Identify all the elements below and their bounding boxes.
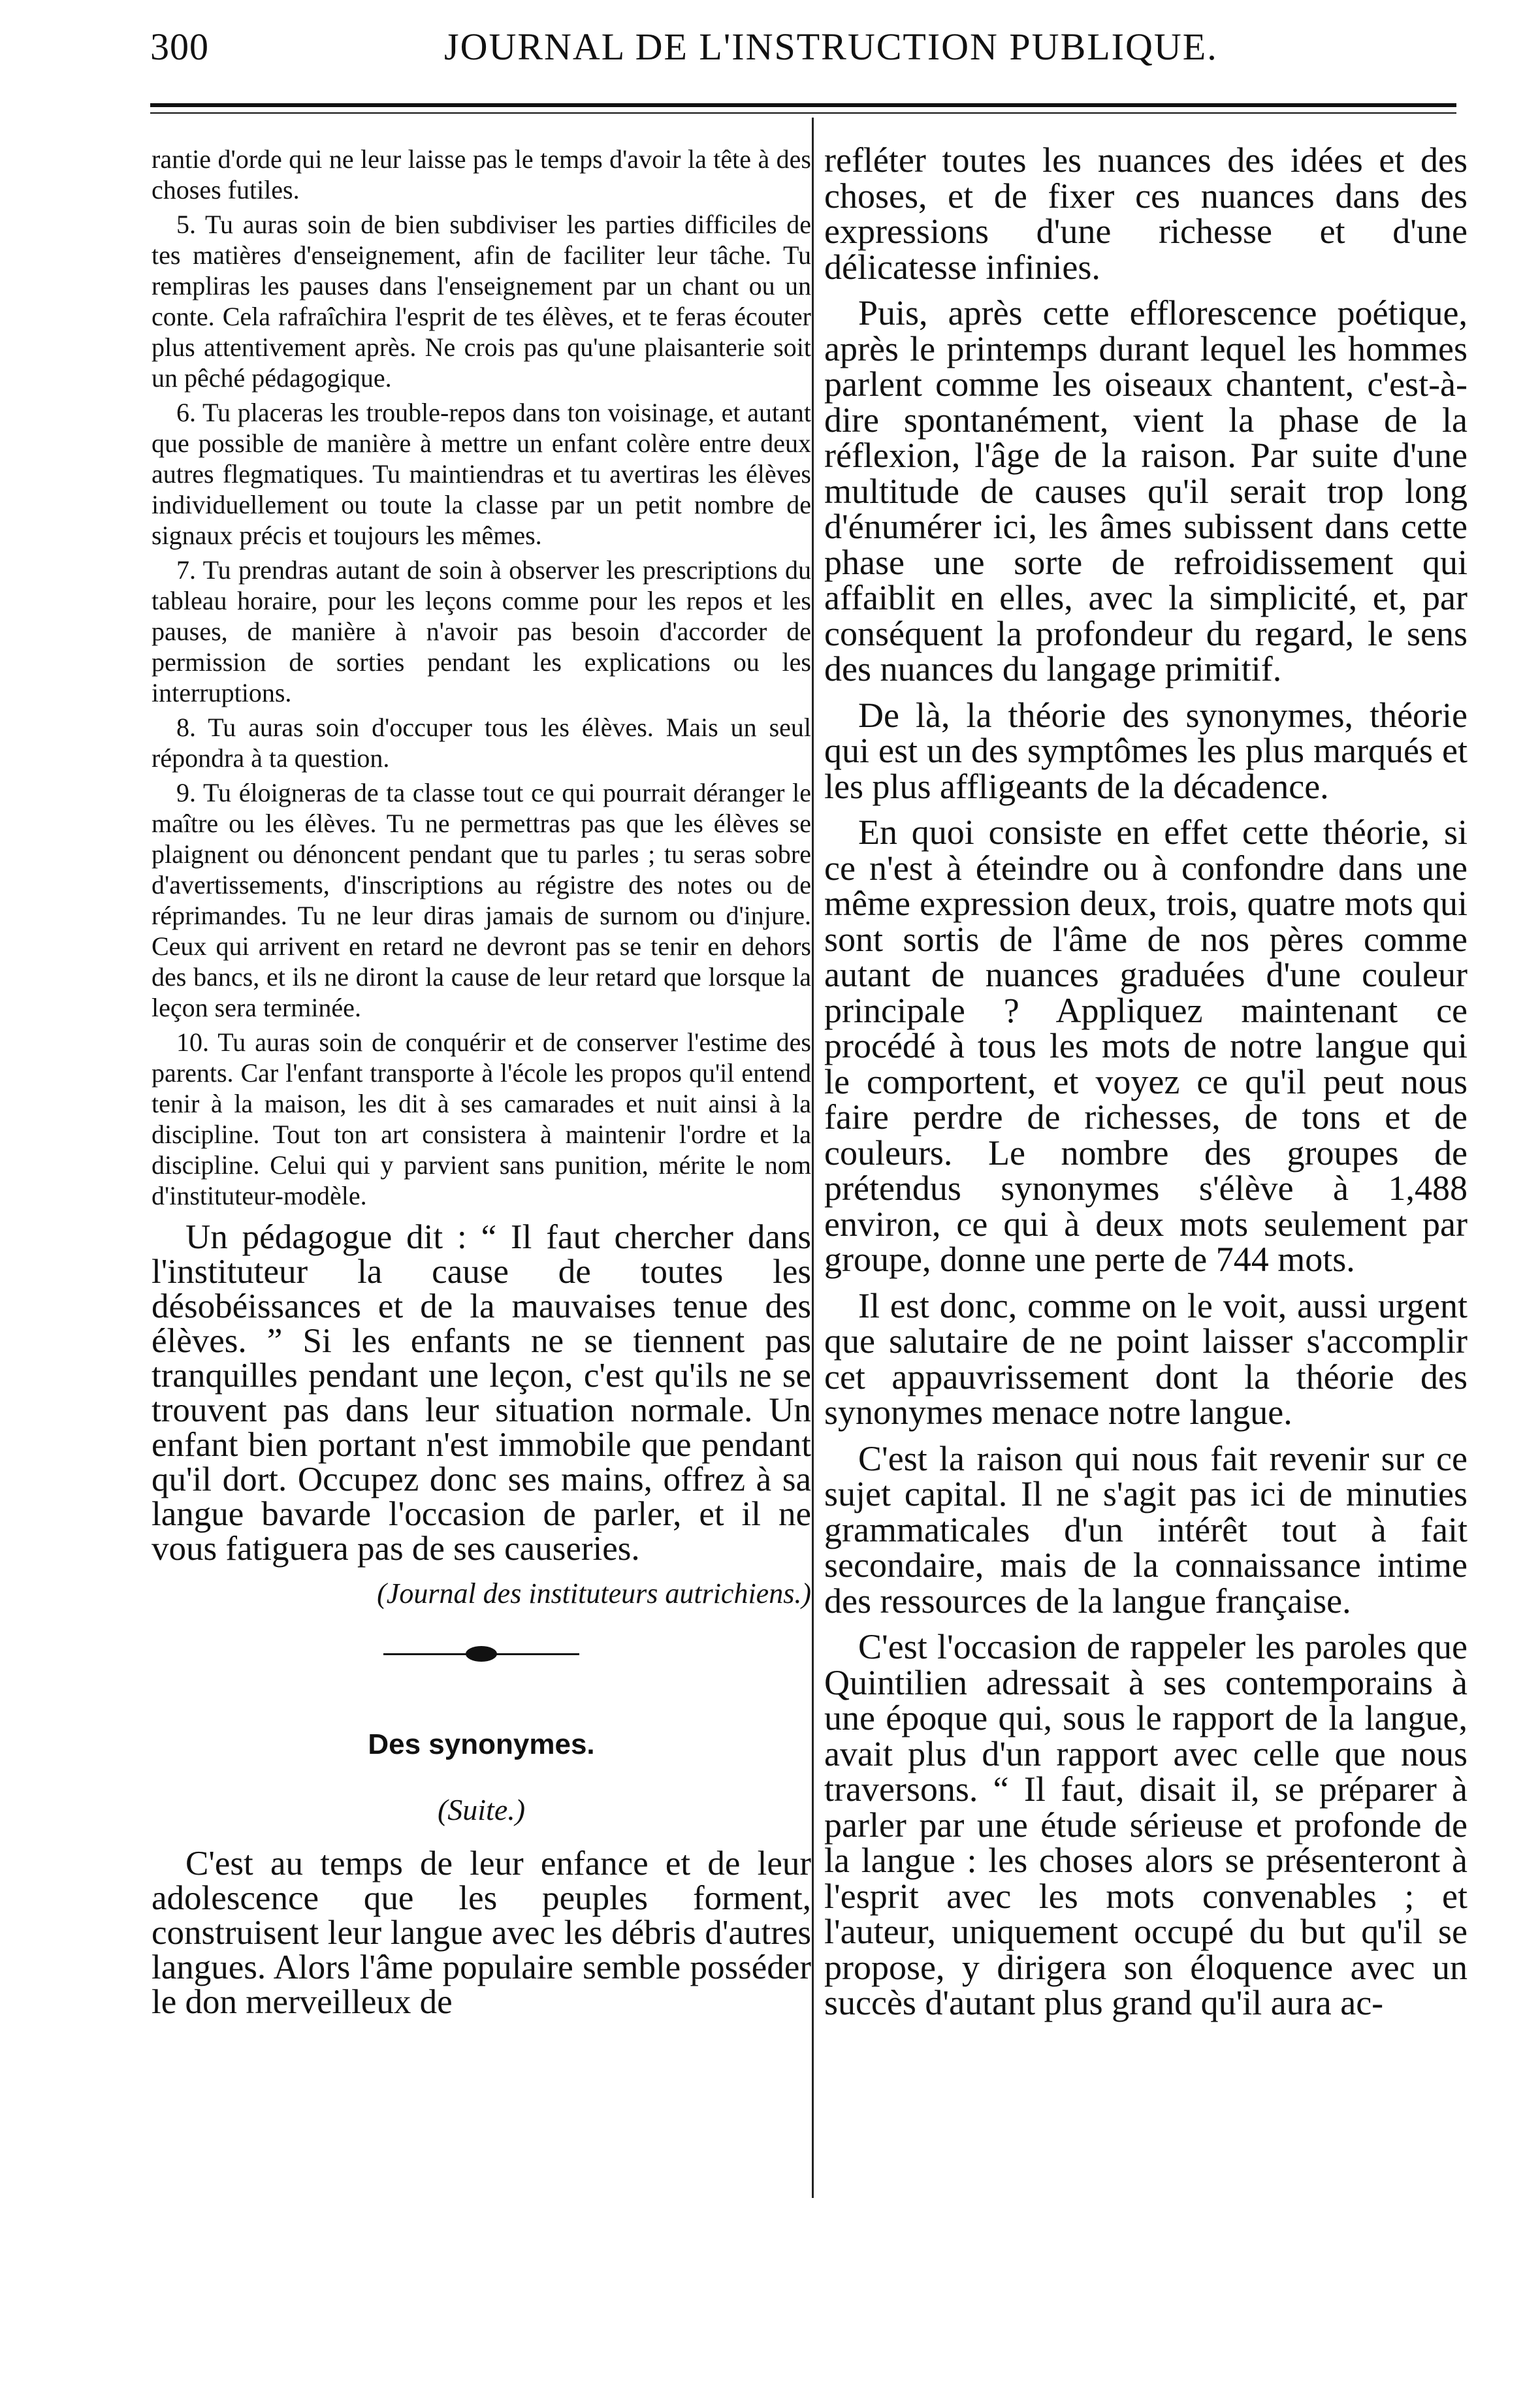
paragraph-continuation-right: refléter toutes les nuances des idées et des choses, et de fixer ces nuances dans des expressions d'une richesse et d'une délicatesse infinies. <box>824 140 1468 287</box>
paragraph: C'est la raison qui nous fait revenir sur ce sujet capital. Il ne s'agit pas ici de minuties grammaticales d'un intérêt tout à fait secondaire, mais de la connaissance intime des ressources de la langue française. <box>824 1438 1468 1621</box>
paragraph: C'est l'occasion de rappeler les paroles que Quintilien adressait à ses contemporains à une époque qui, sous le rapport de la langue, avait plus d'un rapport avec celle que nous traversons. “ Il faut, disait il, se préparer à parler par une étude sérieuse et profonde de la langue : les choses alors se présenteront à l'esprit avec les mots convenables ; et l'auteur, uniquement occupé du but qu'il se propose, y dirigera son éloquence avec un succès d'autant plus grand qu'il aura ac- <box>824 1627 1468 2022</box>
paragraph: De là, la théorie des synonymes, théorie qui est un des symptômes les plus marqués et les plus affligeants de la décadence. <box>824 695 1468 806</box>
page-number: 300 <box>150 25 209 68</box>
section-subtitle: (Suite.) <box>437 1793 526 1826</box>
paragraph: Il est donc, comme on le voit, aussi urgent que salutaire de ne point laisser s'accomplir cet appauvrissement dont la théorie des synonymes menace notre langue. <box>824 1285 1468 1432</box>
header-rule-thin <box>150 112 1456 114</box>
rule-8: 8. Tu auras soin d'occuper tous les élèves. Mais un seul répondra à ta question. <box>152 713 811 773</box>
quote-block <box>152 1220 811 1566</box>
left-column <box>152 144 811 2030</box>
rule-9: 9. Tu éloigneras de ta classe tout ce qui pourrait déranger le maître ou les élèves. Tu ne permettras pas que les élèves se plaignent ou dénoncent pendant que tu parles ; tu seras sobre d'avertissements, d'inscriptions au régistre des notes ou de réprimandes. Tu ne leur diras jamais de surnom ou d'injure. Ceux qui arrivent en retard ne devront pas se tenir en dehors des bancs, et ils ne diront la cause de leur retard que lorsque la leçon sera terminée. <box>152 778 811 1022</box>
source-citation: (Journal des instituteurs autrichiens.) <box>377 1577 811 1609</box>
paragraph-continuation: rantie d'orde qui ne leur laisse pas le temps d'avoir la tête à des choses futiles. <box>152 144 811 204</box>
section-title: Des synonymes. <box>368 1728 595 1760</box>
numbered-rules <box>152 144 811 1211</box>
running-title: JOURNAL DE L'INSTRUCTION PUBLIQUE. <box>444 25 1218 68</box>
quote-paragraph: Un pédagogue dit : “ Il faut chercher dans l'instituteur la cause de toutes les désobéissances et de la mauvaises tenue des élèves. ” Si les enfants ne se tiennent pas tranquilles pendant une leçon, c'est qu'ils ne se trouvent pas dans leur situation normale. Un enfant bien portant n'est immobile que pendant qu'il dort. Occupez donc ses mains, offrez à sa langue bavarde l'occasion de parler, et il ne vous fatiguera pas de ses causeries. <box>152 1218 811 1568</box>
section-opening-paragraph: C'est au temps de leur enfance et de leur adolescence que les peuples forment, construisent leur langue avec les débris d'autres langues. Alors l'âme populaire semble posséder le don merveilleux de <box>152 1845 811 2021</box>
rule-5: 5. Tu auras soin de bien subdiviser les parties difficiles de tes matières d'enseignement, afin de faciliter leur tâche. Tu rempliras les pauses dans l'enseignement par un chant ou un conte. Cela rafraîchira l'esprit de tes élèves, et te feras écouter plus attentivement après. Ne crois pas qu'une plaisanterie soit un pêché pédagogique. <box>152 210 811 393</box>
rule-10: 10. Tu auras soin de conquérir et de conserver l'estime des parents. Car l'enfant transporte à l'école les propos qu'il entend tenir à la maison, les dit à ses camarades et nuit ainsi à la discipline. Tout ton art consistera à maintenir l'ordre et la discipline. Celui qui y parvient sans punition, mérite le nom d'instituteur-modèle. <box>152 1027 811 1210</box>
paragraph: Puis, après cette efflorescence poétique, après le printemps durant lequel les hommes parlent comme les oiseaux chantent, c'est-à-dire spontanément, vient la phase de la réflexion, l'âge de la raison. Par suite d'une multitude de causes qu'il serait trop long d'énumérer ici, les âmes subissent dans cette phase une sorte de refroidissement qui affaiblit en elles, avec la simplicité, et, par conséquent la profondeur du regard, le sens des nuances du langage primitif. <box>824 293 1468 688</box>
paragraph: En quoi consiste en effet cette théorie, si ce n'est à éteindre ou à confondre dans une même expression deux, trois, quatre mots qui sont sortis de l'âme de nos pères comme autant de nuances graduées d'une couleur principale ? Appliquez maintenant ce procédé à tous les mots de notre langue qui le comportent, et voyez ce qu'il peut nous faire perdre de richesses, de tons et de couleurs. Le nombre des groupes de prétendus synonymes s'élève à 1,488 environ, ce qui à deux mots seulement par groupe, donne une perte de 744 mots. <box>824 813 1468 1279</box>
header-rule-thick <box>150 103 1456 107</box>
section-body <box>152 1847 811 2020</box>
column-divider <box>812 118 814 2198</box>
rule-7: 7. Tu prendras autant de soin à observer les prescriptions du tableau horaire, pour les leçons comme pour les repos et les pauses, de manière à n'avoir pas besoin d'accorder de permission de sorties pendant les explications ou les interruptions. <box>152 555 811 707</box>
page-header <box>150 25 1494 71</box>
right-column <box>824 142 1468 2031</box>
rule-6: 6. Tu placeras les trouble-repos dans ton voisinage, et autant que possible de manière à mettre un enfant colère entre deux autres flegmatiques. Tu maintiendras et tu avertiras les élèves individuellement ou toute la classe par un petit nombre de signaux précis et toujours les mêmes. <box>152 398 811 550</box>
section-divider-ornament <box>383 1643 579 1666</box>
